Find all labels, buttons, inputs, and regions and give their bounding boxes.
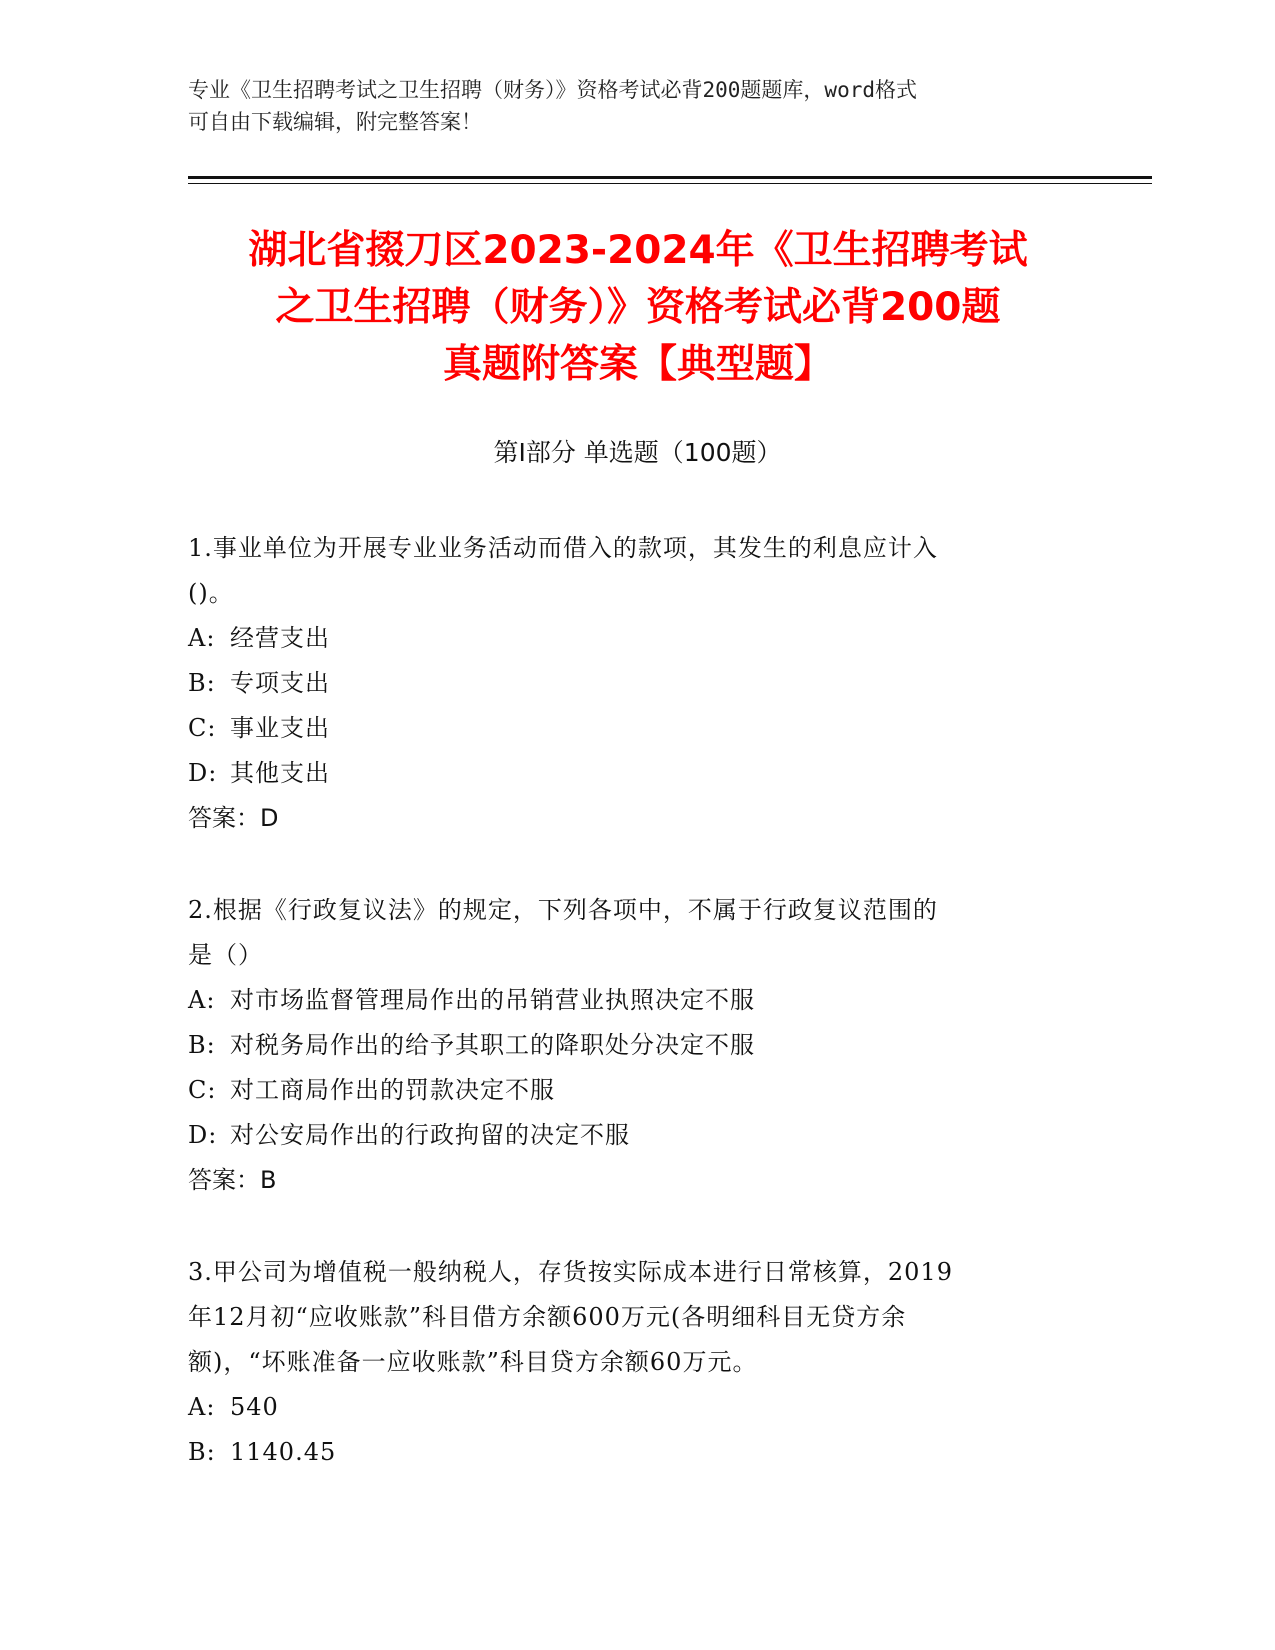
question-stem-line: 3.甲公司为增值税一般纳税人，存货按实际成本进行日常核算，2019 xyxy=(188,1258,953,1286)
option-c xyxy=(188,706,1088,751)
option-key: C: xyxy=(188,1076,217,1104)
option-text: 1140.45 xyxy=(230,1438,337,1466)
option-text: 对税务局作出的给予其职工的降职处分决定不服 xyxy=(230,1031,755,1059)
option-d xyxy=(188,751,1088,796)
option-text: 对工商局作出的罚款决定不服 xyxy=(230,1076,555,1104)
question-stem-line: 额)，“坏账准备一应收账款”科目贷方余额60万元。 xyxy=(188,1348,758,1376)
document-title xyxy=(188,222,1088,393)
question-list xyxy=(188,526,1088,1522)
question-stem-line: ()。 xyxy=(188,579,234,607)
answer-line: 答案：D xyxy=(188,804,279,832)
option-a xyxy=(188,1385,1088,1430)
question-stem-line: 2.根据《行政复议法》的规定，下列各项中，不属于行政复议范围的 xyxy=(188,896,938,924)
option-text: 对市场监督管理局作出的吊销营业执照决定不服 xyxy=(230,986,755,1014)
option-b xyxy=(188,1023,1088,1068)
question-1 xyxy=(188,526,1088,841)
question-stem-line: 年12月初“应收账款”科目借方余额600万元(各明细科目无贷方余 xyxy=(188,1303,907,1331)
option-key: B: xyxy=(188,669,216,697)
option-key: B: xyxy=(188,1031,216,1059)
question-stem-line: 1.事业单位为开展专业业务活动而借入的款项，其发生的利息应计入 xyxy=(188,534,938,562)
option-key: A: xyxy=(188,986,216,1014)
option-key: D: xyxy=(188,1121,218,1149)
header-note xyxy=(188,74,1068,138)
title-line-3: 真题附答案【典型题】 xyxy=(442,342,833,387)
option-a xyxy=(188,616,1088,661)
header-note-line-1: 专业《卫生招聘考试之卫生招聘（财务）》资格考试必背200题题库，word格式 xyxy=(188,78,917,102)
question-2 xyxy=(188,888,1088,1203)
section-heading: 第I部分 单选题（100题） xyxy=(493,438,782,467)
option-key: A: xyxy=(188,1393,216,1421)
option-b xyxy=(188,1430,1088,1475)
question-stem-line: 是（） xyxy=(188,941,263,969)
title-line-2: 之卫生招聘（财务）》资格考试必背200题 xyxy=(275,285,1001,330)
header-divider-thick xyxy=(188,176,1152,179)
option-text: 540 xyxy=(230,1393,279,1421)
option-text: 事业支出 xyxy=(230,714,330,742)
option-text: 专项支出 xyxy=(230,669,330,697)
answer-line: 答案：B xyxy=(188,1166,277,1194)
header-divider-thin xyxy=(188,183,1152,184)
option-text: 对公安局作出的行政拘留的决定不服 xyxy=(230,1121,630,1149)
option-c xyxy=(188,1068,1088,1113)
header-note-line-2: 可自由下载编辑，附完整答案！ xyxy=(188,110,482,134)
question-3 xyxy=(188,1250,1088,1475)
option-key: B: xyxy=(188,1438,216,1466)
option-text: 其他支出 xyxy=(230,759,330,787)
option-b xyxy=(188,661,1088,706)
option-key: A: xyxy=(188,624,216,652)
option-d xyxy=(188,1113,1088,1158)
title-line-1: 湖北省掇刀区2023-2024年《卫生招聘考试 xyxy=(248,228,1028,273)
option-key: C: xyxy=(188,714,217,742)
option-text: 经营支出 xyxy=(230,624,330,652)
option-key: D: xyxy=(188,759,218,787)
option-a xyxy=(188,978,1088,1023)
